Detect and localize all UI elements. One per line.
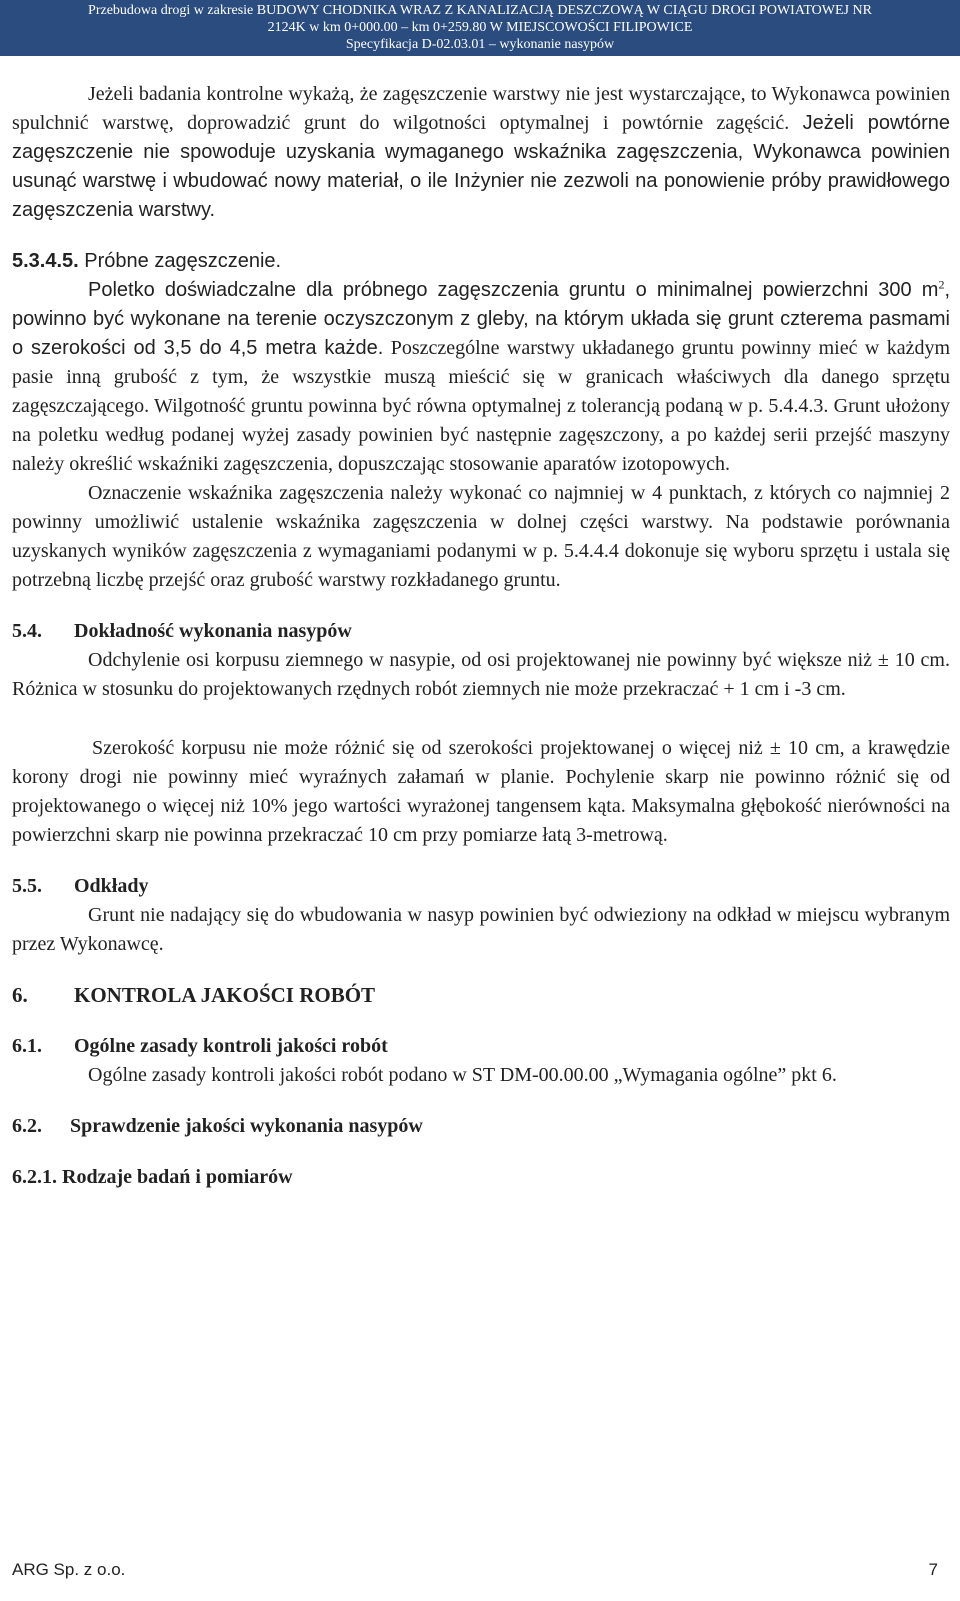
heading-6-2-1: 6.2.1. Rodzaje badań i pomiarów	[12, 1166, 293, 1188]
trial-compaction-paragraph-2: Oznaczenie wskaźnika zagęszczenia należy wykonać co najmniej w 4 punktach, z których co najmniej 2 powinny umożliwić ustalenie wskaźnika zagęszczenia w dolnej części warstwy. Na podstawie porównania uzyskanych wyników zagęszczenia z wymaganiami podanymi w p. 5.4.4.4 dokonuje się wyboru sprzętu i ustala się potrzebną liczbę przejść oraz grubość warstwy rozkładanego gruntu.	[12, 482, 950, 591]
heading-5-3-4-5	[12, 247, 950, 276]
heading-5-3-4-5-number: 5.3.4.5.	[12, 250, 79, 272]
heading-6-2-title: Sprawdzenie jakości wykonania nasypów	[70, 1115, 423, 1137]
header-line-2: 2124K w km 0+000.00 – km 0+259.80 W MIEJSCOWOŚCI FILIPOWICE	[267, 20, 693, 35]
heading-5-4-title: Dokładność wykonania nasypów	[74, 620, 352, 642]
heading-5-4-number: 5.4.	[12, 620, 42, 642]
heading-5-5-number: 5.5.	[12, 875, 42, 897]
intro-text-sans: Jeżeli powtórne zagęszczenie nie spowoduje uzyskania wymaganego wskaźnika zagęszczenia, Wykonawca powinien usunąć warstwę i wbudować nowy materiał, o ile Inżynier nie zezwoli na ponowienie próby prawidłowego zagęszczenia warstwy.	[12, 112, 951, 221]
intro-text-serif: Jeżeli badania kontrolne wykażą, że zagęszczenie warstwy nie jest wystarczające, to Wykonawca powinien spulchnić warstwę, doprowadzić grunt do wilgotności optymalnej i powtórnie zagęścić.	[12, 83, 950, 134]
heading-6-1-title: Ogólne zasady kontroli jakości robót	[74, 1035, 388, 1057]
header-line-3: Specyfikacja D-02.03.01 – wykonanie nasypów	[345, 37, 615, 52]
page-footer	[12, 1560, 938, 1580]
trial-compaction-text-a: Poletko doświadczalne dla próbnego zagęszczenia gruntu o minimalnej powierzchni 300 m	[88, 279, 939, 301]
heading-5-3-4-5-title: Próbne zagęszczenie.	[84, 250, 282, 272]
header-line-1: Przebudowa drogi w zakresie BUDOWY CHODNIKA WRAZ Z KANALIZACJĄ DESZCZOWĄ W CIĄGU DROGI POWIATOWEJ NR	[88, 3, 872, 18]
heading-6-1-number: 6.1.	[12, 1035, 42, 1057]
heading-5-5	[12, 872, 950, 901]
heading-6	[12, 981, 950, 1010]
footer-company: ARG Sp. z o.o.	[12, 1560, 126, 1579]
heading-6-2-number: 6.2.	[12, 1115, 42, 1137]
spoil-paragraph: Grunt nie nadający się do wbudowania w nasyp powinien być odwieziony na odkład w miejscu wybranym przez Wykonawcę.	[12, 904, 950, 955]
heading-6-2	[12, 1112, 950, 1141]
quality-control-paragraph: Ogólne zasady kontroli jakości robót podano w ST DM-00.00.00 „Wymagania ogólne” pkt 6.	[88, 1064, 837, 1086]
area-unit-superscript: 2	[938, 277, 945, 292]
heading-5-5-title: Odkłady	[74, 875, 149, 897]
heading-5-4	[12, 617, 950, 646]
intro-paragraph	[12, 80, 950, 225]
page-number: 7	[928, 1560, 938, 1579]
trial-compaction-paragraph-1	[12, 276, 950, 479]
heading-6-number: 6.	[12, 983, 28, 1007]
accuracy-paragraph-1: Odchylenie osi korpusu ziemnego w nasypie, od osi projektowanej nie powinny być większe niż ± 10 cm. Różnica w stosunku do projektowanych rzędnych robót ziemnych nie może przekraczać + 1 cm i -3 cm.	[12, 649, 950, 700]
heading-6-title: KONTROLA JAKOŚCI ROBÓT	[74, 983, 376, 1007]
trial-compaction-text-c: Poszczególne warstwy układanego gruntu powinny mieć w każdym pasie inną grubość z tym, że wszystkie muszą mieścić się w granicach właściwych dla danego sprzętu zagęszczającego. Wilgotność gruntu powinna być równa optymalnej z tolerancją podaną w p. 5.4.4.3. Grunt ułożony na poletku według podanej wyżej zasady powinien być następnie zagęszczony, a po każdej serii przejść maszyny należy określić wskaźniki zagęszczenia, dopuszczając stosowanie aparatów izotopowych.	[12, 337, 951, 475]
heading-6-1	[12, 1032, 950, 1061]
trial-compaction-text-b: , powinno być wykonane na terenie oczyszczonym z gleby, na którym układa się grunt czterema pasmami o szerokości od 3,5 do 4,5 metra każde.	[12, 279, 950, 359]
page-header	[0, 0, 960, 56]
accuracy-paragraph-2: Szerokość korpusu nie może różnić się od szerokości projektowanej o więcej niż ± 10 cm, a krawędzie korony drogi nie powinny mieć wyraźnych załamań w planie. Pochylenie skarp nie powinno różnić się od projektowanego o więcej niż 10% jego wartości wyrażonej tangensem kąta. Maksymalna głębokość nierówności na powierzchni skarp nie powinna przekraczać 10 cm przy pomiarze łatą 3-metrową.	[12, 737, 950, 846]
document-body	[12, 80, 950, 1192]
